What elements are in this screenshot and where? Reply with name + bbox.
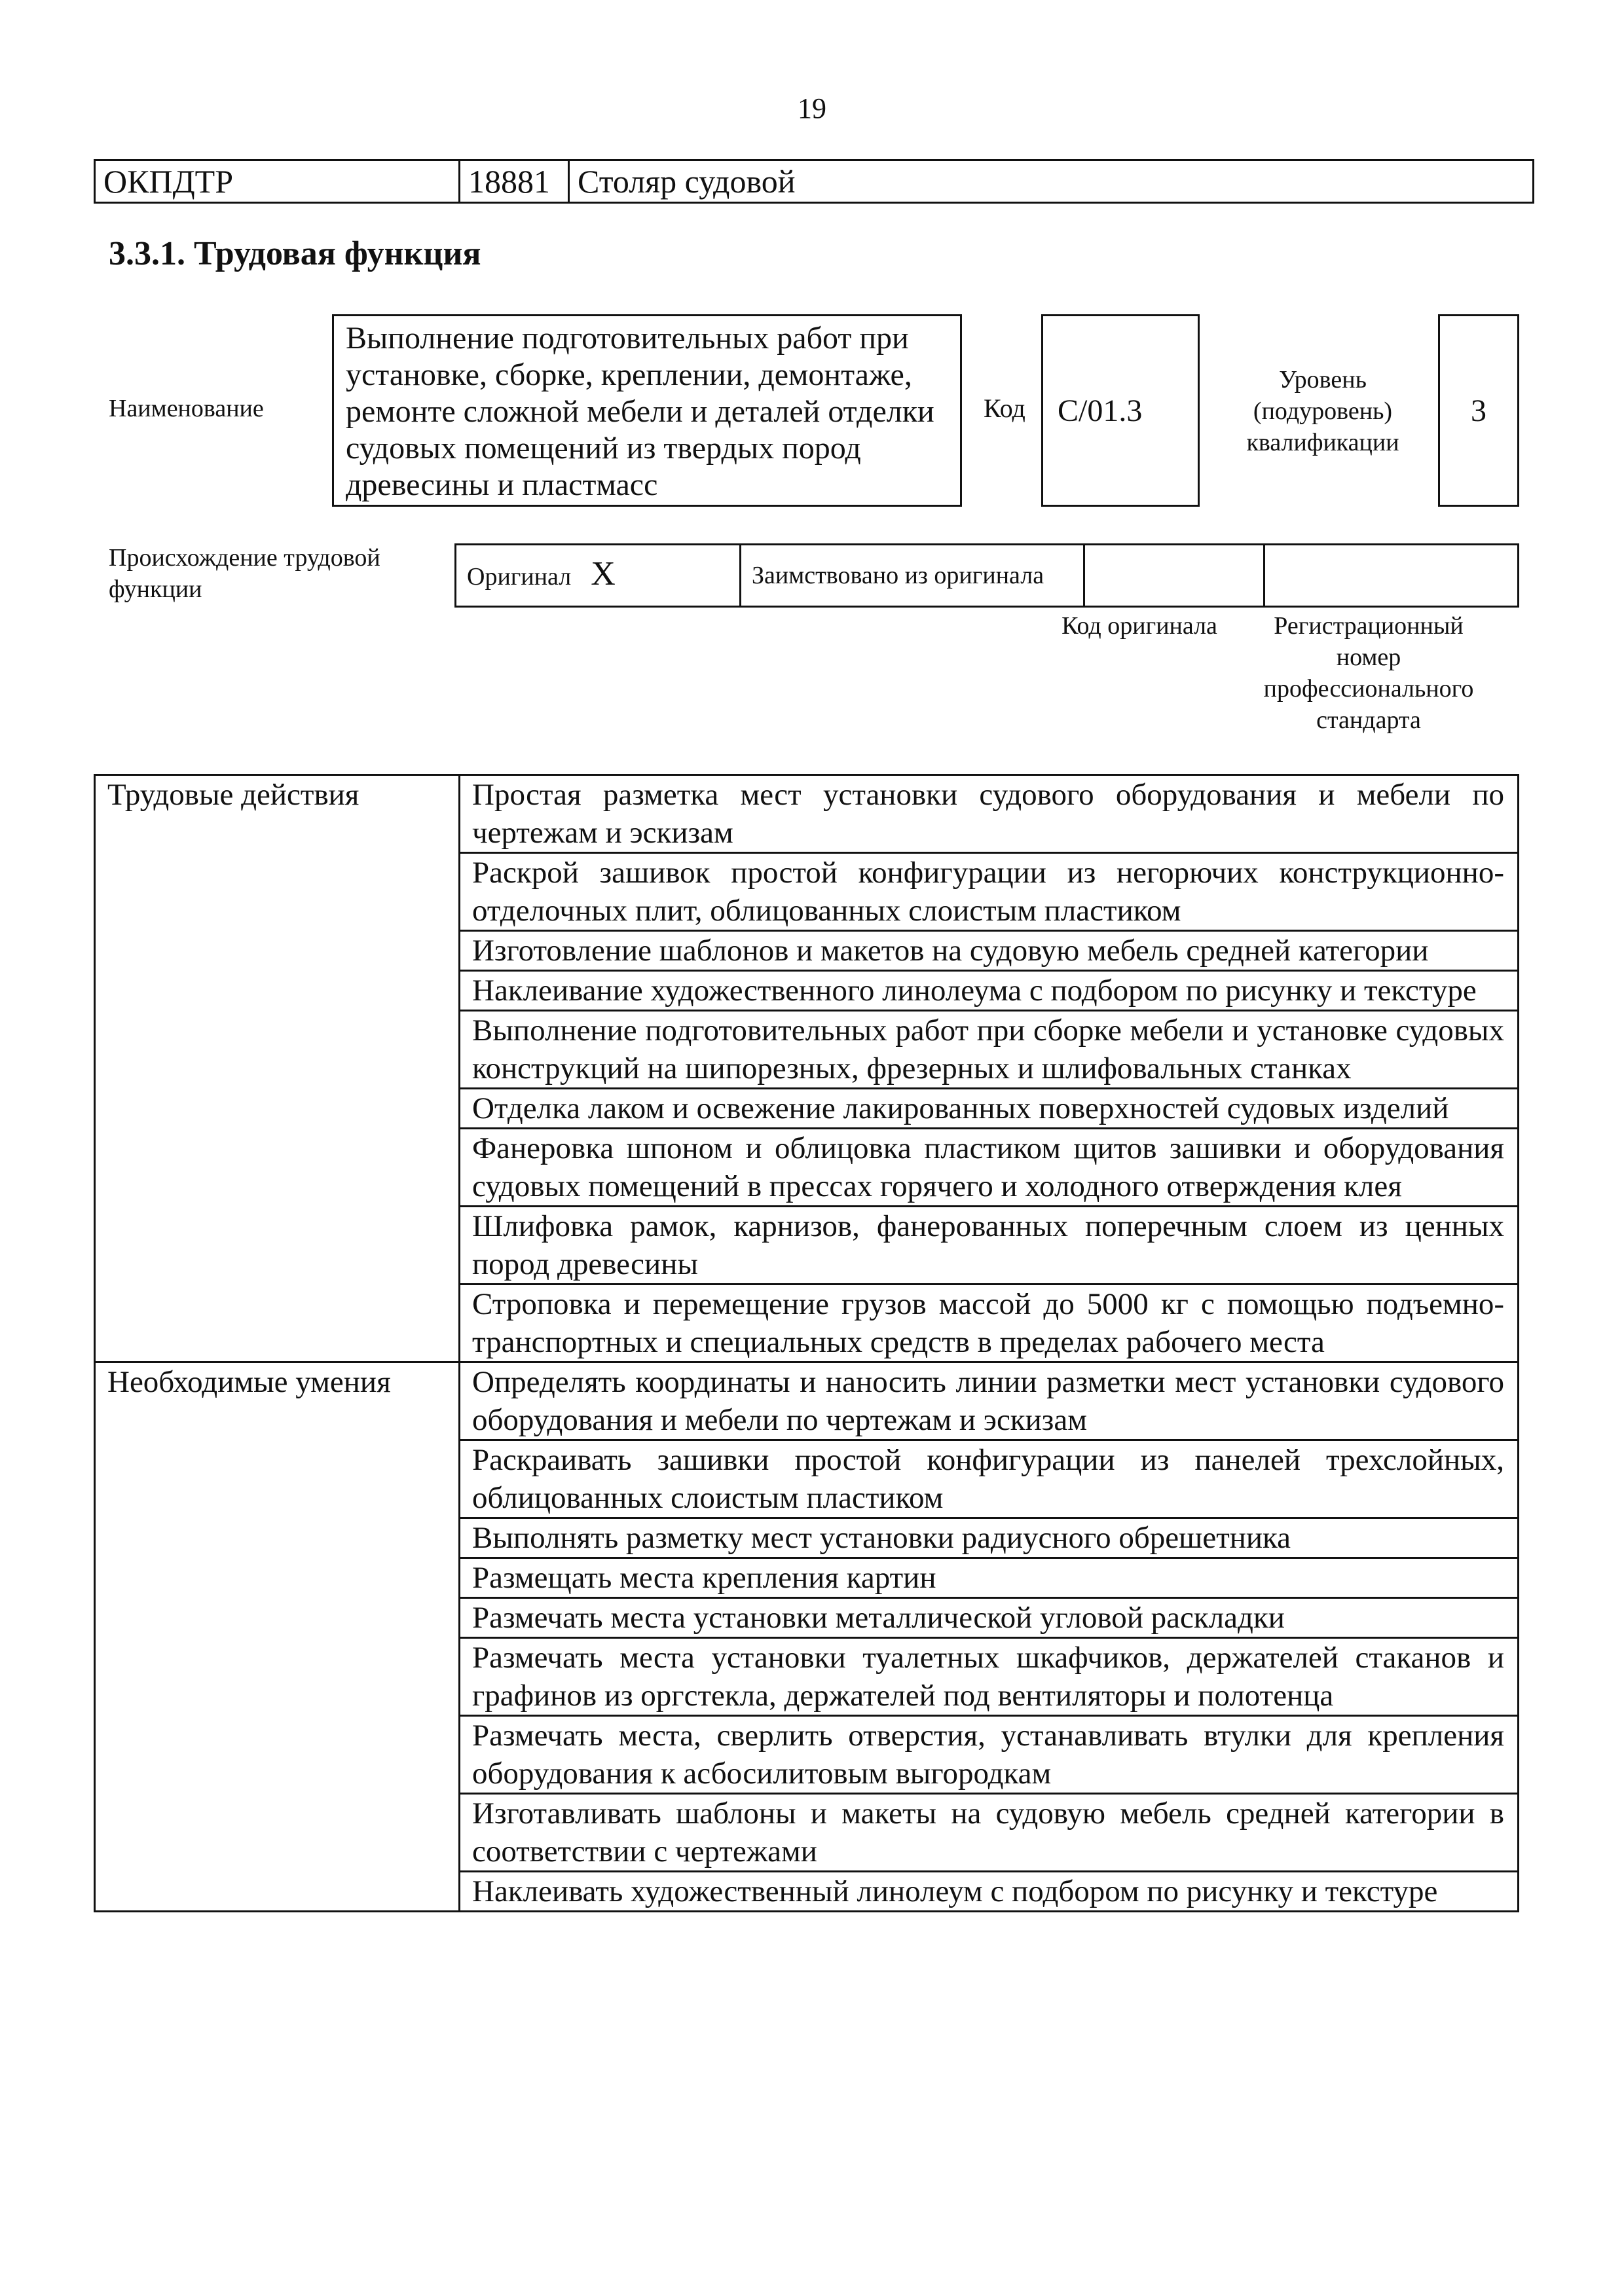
skills-label: Необходимые умения (95, 1362, 460, 1912)
skill-row-text: Определять координаты и наносить линии разметки мест установки судового оборудования и мебели по чертежам и эскизам (460, 1362, 1519, 1440)
origin-code-caption: Код оригинала (1061, 612, 1217, 640)
labor-action-row-text: Раскрой зашивок простой конфигурации из негорючих конструкционно-отделочных плит, облицованных слоистым пластиком (460, 853, 1519, 931)
skill-row (95, 1362, 1519, 1440)
skill-row-text: Выполнять разметку мест установки радиусного обрешетника (460, 1518, 1519, 1558)
labor-action-row-text: Строповка и перемещение грузов массой до 5000 кг с помощью подъемно-транспортных и специальных средств в пределах рабочего места (460, 1285, 1519, 1362)
section-title: 3.3.1. Трудовая функция (109, 235, 481, 272)
origin-table (454, 543, 1519, 608)
labor-function-table (94, 774, 1519, 1912)
origin-reg-cell (1264, 545, 1519, 607)
origin-label: Происхождение трудовой функции (109, 544, 380, 603)
skill-row-text: Размечать места, сверлить отверстия, устанавливать втулки для крепления оборудования к асбосилитовым выгородкам (460, 1716, 1519, 1794)
skill-row-text: Размещать места крепления картин (460, 1558, 1519, 1598)
labor-action-row-text: Фанеровка шпоном и облицовка пластиком щитов зашивки и оборудования судовых помещений в прессах горячего и холодного отверждения клея (460, 1129, 1519, 1207)
qualification-level: 3 (1438, 314, 1519, 507)
origin-mark: X (591, 555, 616, 592)
origin-original: Оригинал (467, 563, 572, 591)
qualification-level-label: Уровень (подуровень) квалификации (1246, 366, 1399, 456)
origin-borrowed: Заимствовано из оригинала (741, 545, 1084, 607)
origin-code-cell (1084, 545, 1264, 607)
actions-label: Трудовые действия (95, 775, 460, 1362)
function-code-label: Код (984, 393, 1025, 423)
okpdtr-table (94, 159, 1534, 204)
skill-row-text: Наклеивать художественный линолеум с подбором по рисунку и текстуре (460, 1872, 1519, 1912)
function-name-label: Наименование (109, 395, 264, 422)
page-number: 19 (798, 92, 826, 124)
skill-row-text: Размечать места установки металлической угловой раскладки (460, 1598, 1519, 1638)
function-code: С/01.3 (1041, 314, 1200, 507)
origin-original-cell (456, 545, 741, 607)
okpdtr-code: 18881 (460, 160, 569, 203)
skill-row-text: Раскраивать зашивки простой конфигурации из панелей трехслойных, облицованных слоистым пластиком (460, 1440, 1519, 1518)
labor-action-row-text: Простая разметка мест установки судового оборудования и мебели по чертежам и эскизам (460, 775, 1519, 853)
labor-action-row-text: Изготовление шаблонов и макетов на судовую мебель средней категории (460, 931, 1519, 971)
skill-row-text: Изготавливать шаблоны и макеты на судовую мебель средней категории в соответствии с чертежами (460, 1794, 1519, 1872)
okpdtr-label: ОКПДТР (95, 160, 460, 203)
okpdtr-title: Столяр судовой (569, 160, 1534, 203)
skill-row-text: Размечать места установки туалетных шкафчиков, держателей стаканов и графинов из оргстекла, держателей под вентиляторы и полотенца (460, 1638, 1519, 1716)
labor-action-row-text: Отделка лаком и освежение лакированных поверхностей судовых изделий (460, 1089, 1519, 1129)
labor-action-row (95, 775, 1519, 853)
labor-action-row-text: Шлифовка рамок, карнизов, фанерованных поперечным слоем из ценных пород древесины (460, 1207, 1519, 1285)
origin-reg-caption: Регистрационный номер профессионального стандарта (1263, 612, 1474, 734)
labor-action-row-text: Выполнение подготовительных работ при сборке мебели и установке судовых конструкций на шипорезных, фрезерных и шлифовальных станках (460, 1011, 1519, 1089)
function-name: Выполнение подготовительных работ при установке, сборке, креплении, демонтаже, ремонте сложной мебели и деталей отделки судовых помещений из твердых пород древесины и пластмасс (332, 314, 962, 507)
labor-action-row-text: Наклеивание художественного линолеума с подбором по рисунку и текстуре (460, 971, 1519, 1011)
